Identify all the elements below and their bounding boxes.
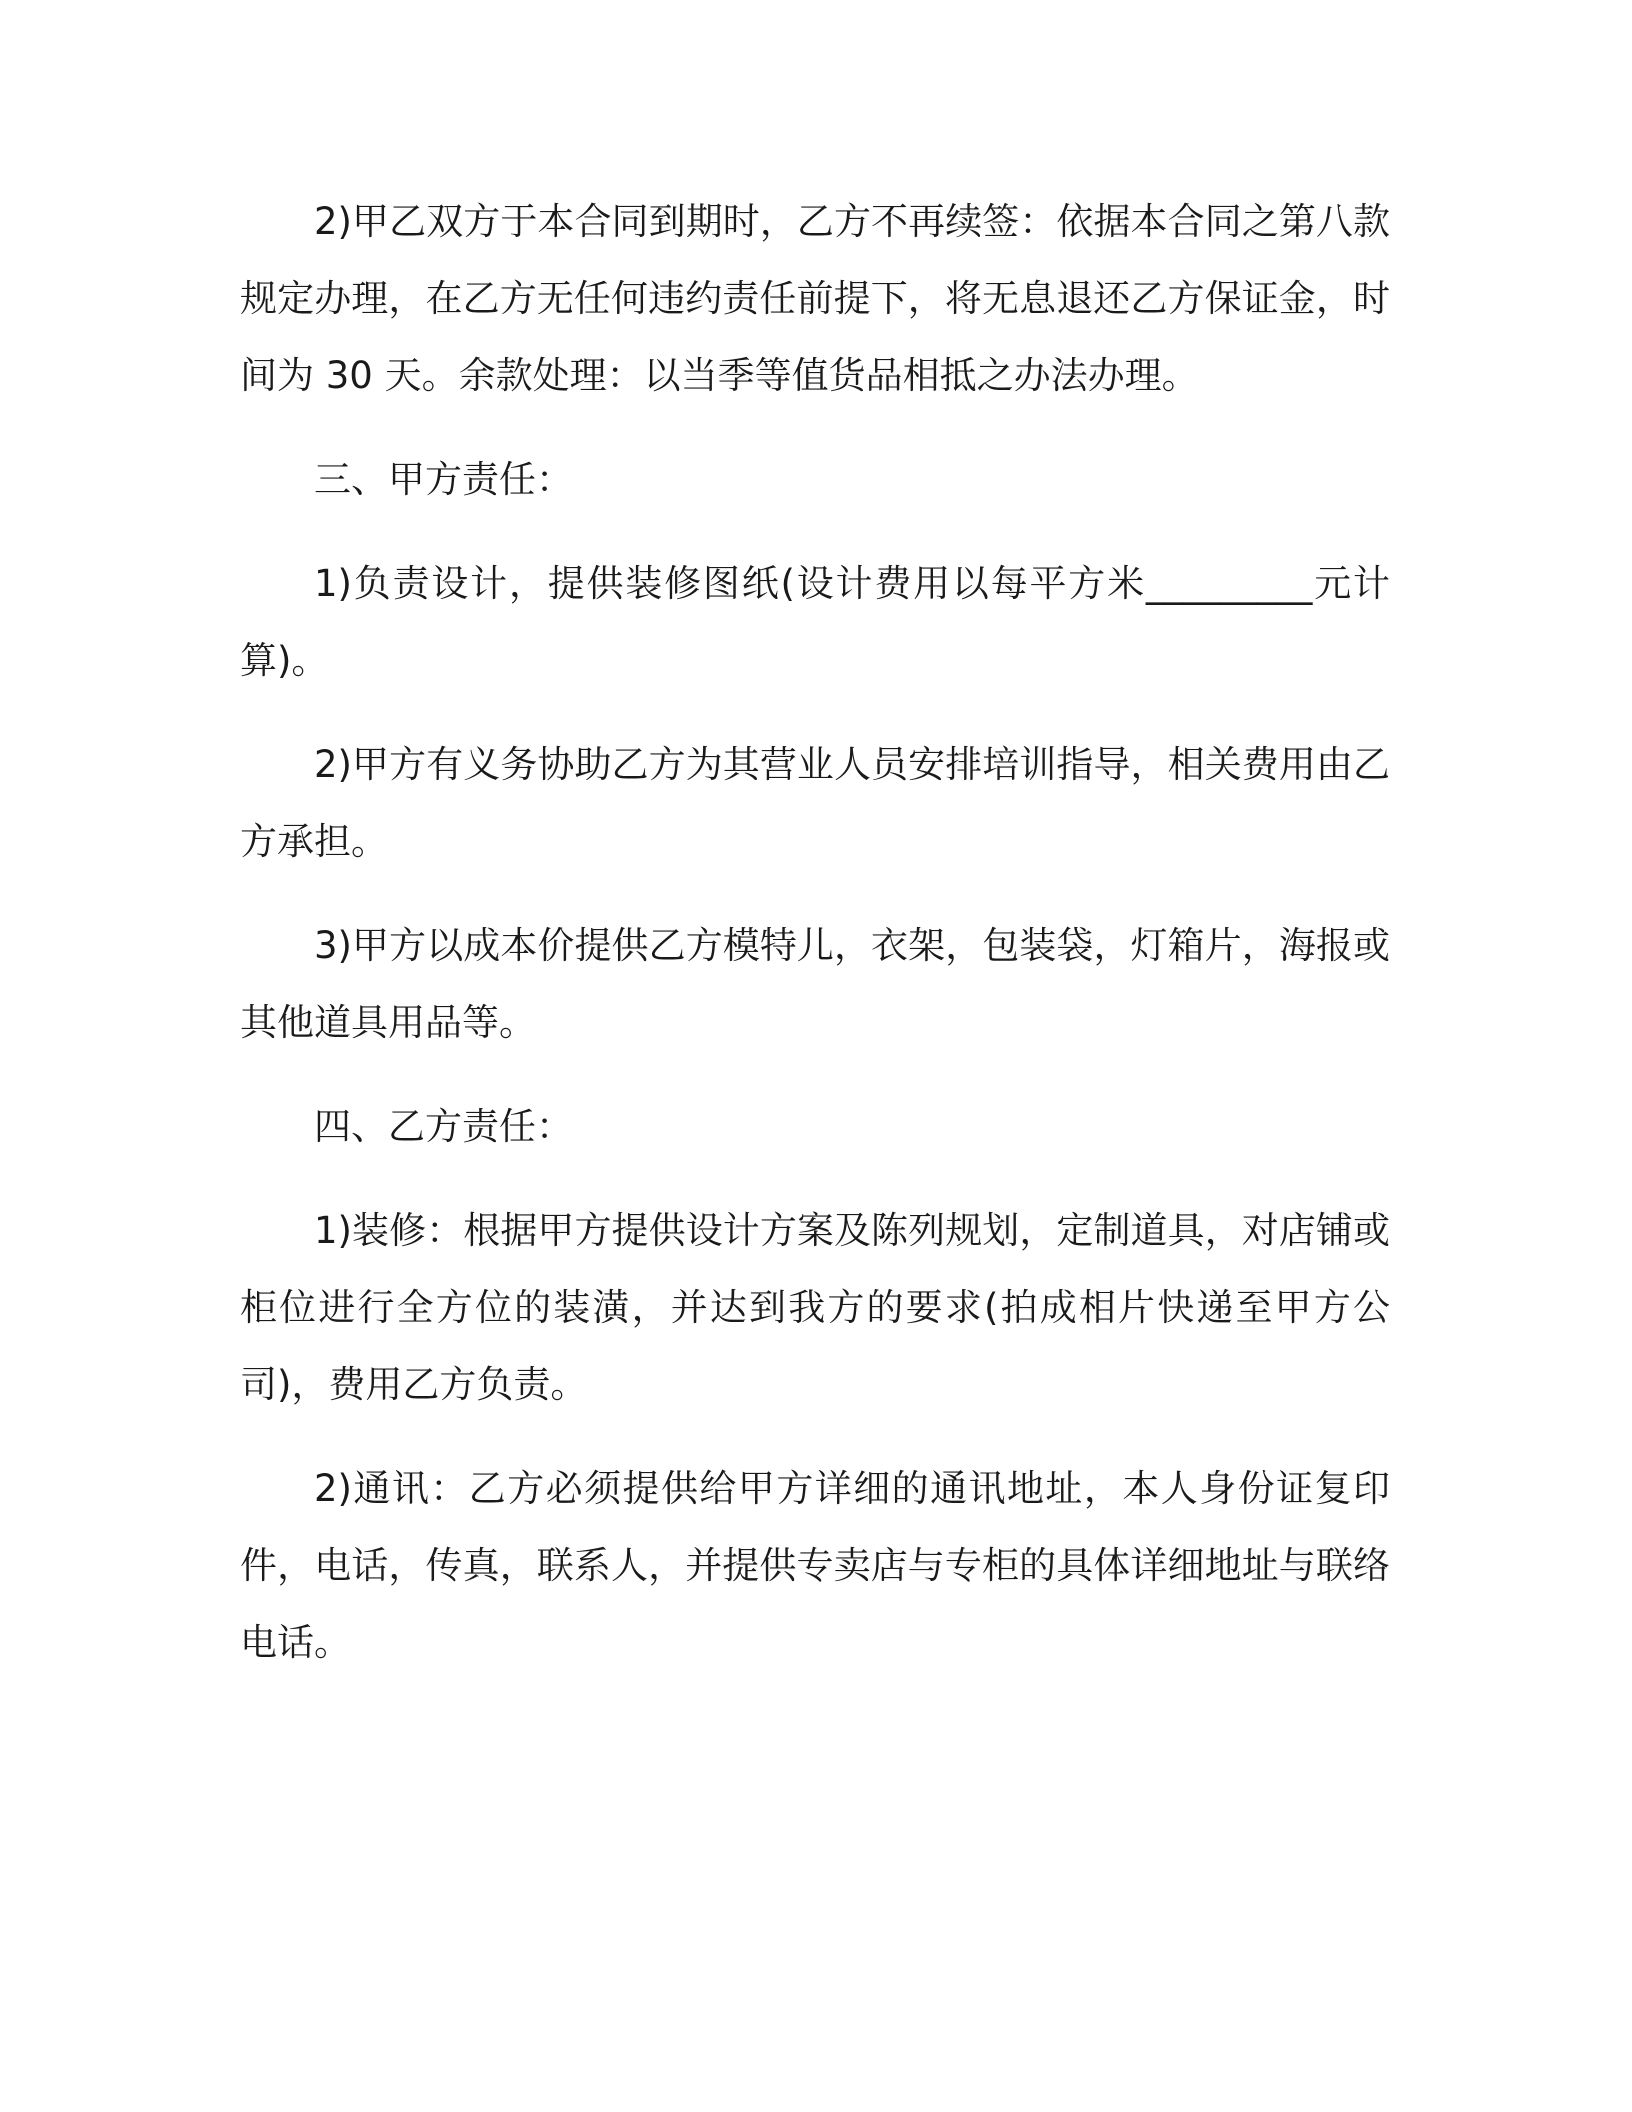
document-body — [240, 183, 1390, 1708]
paragraph-party-b-decoration: 1)装修：根据甲方提供设计方案及陈列规划，定制道具，对店铺或柜位进行全方位的装潢，并达到我方的要求(拍成相片快递至甲方公司)，费用乙方负责。 — [240, 1209, 1390, 1406]
paragraph-party-a-supplies: 3)甲方以成本价提供乙方模特儿，衣架，包装袋，灯箱片，海报或其他道具用品等。 — [240, 924, 1390, 1044]
paragraph-party-a-design: 1)负责设计，提供装修图纸(设计费用以每平方米_________元计算)。 — [240, 562, 1390, 682]
section-heading-party-a: 三、甲方责任： — [314, 458, 573, 501]
paragraph-party-b-communication: 2)通讯：乙方必须提供给甲方详细的通讯地址，本人身份证复印件，电话，传真，联系人，并提供专卖店与专柜的具体详细地址与联络电话。 — [240, 1467, 1390, 1664]
section-heading-party-b: 四、乙方责任： — [314, 1105, 573, 1148]
paragraph-party-a-training: 2)甲方有义务协助乙方为其营业人员安排培训指导，相关费用由乙方承担。 — [240, 743, 1390, 863]
paragraph-deposit-refund: 2)甲乙双方于本合同到期时，乙方不再续签：依据本合同之第八款规定办理，在乙方无任何违约责任前提下，将无息退还乙方保证金，时间为 30 天。余款处理：以当季等值货品相抵之办法办理。 — [240, 200, 1390, 397]
